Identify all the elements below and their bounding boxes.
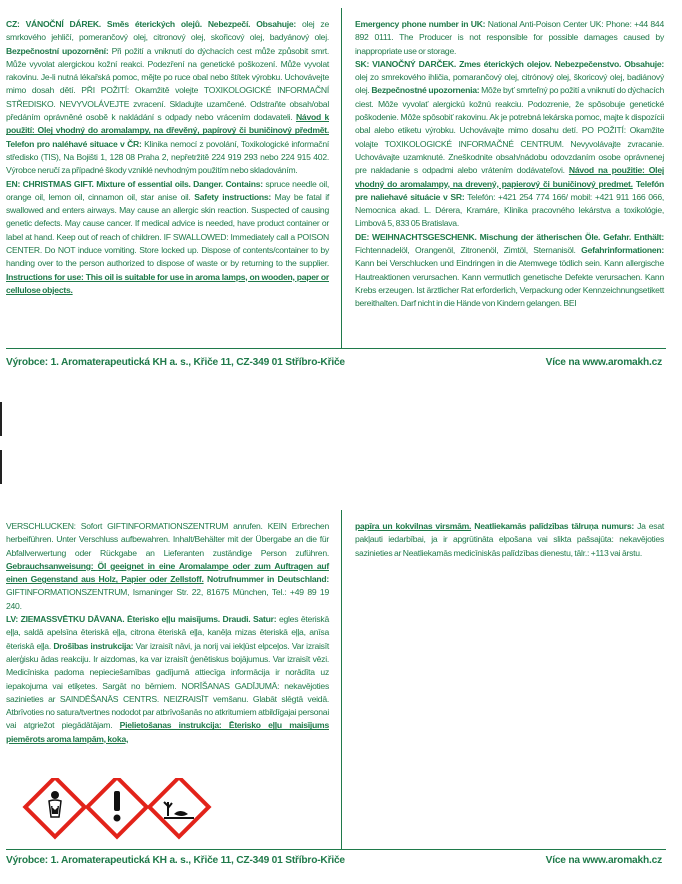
label-page-top (0, 0, 682, 420)
website-footer: Více na www.aromakh.cz (545, 357, 662, 368)
en-usage: Instructions for use: This oil is suitable for use in aroma lamps, on wooden, paper or cellulose objects. (6, 271, 329, 295)
en-contents: spruce needle oil, orange oil, lemon oil, cinnamon oil, star anise oil. (6, 178, 329, 202)
footer-rule (6, 348, 666, 349)
column-divider (341, 8, 342, 348)
manufacturer-footer: Výrobce: 1. Aromaterapeutická KH a. s., Křiče 11, CZ-349 01 Stříbro-Křiče (6, 855, 345, 866)
de-safety-text: Kann bei Verschlucken und Eindringen in die Atemwege tödlich sein. Kann allergische Hautreaktionen verursachen. Kann vermutlich genetische Defekte verursachen. Kann Krebs erzeugen. Ist ärztlicher Rat erforderlich, Verpackung oder Kennzeichnungsetikett bereithalten. Darf nicht in die Hände von Kindern gelangen. BEI (355, 258, 664, 309)
text-column-left-top (6, 18, 329, 297)
lv-safety-label: Drošības instrukcija: (53, 640, 134, 651)
website-footer: Více na www.aromakh.cz (545, 855, 662, 866)
sk-title: SK: VIANOČNÝ DARČEK. Zmes éterických olejov. Nebezpečenstvo. Obsahuje: (355, 58, 664, 69)
cz-phone-text: Klinika nemocí z povolání, Toxikologické informační středisko (TIS), Na Bojišti 1, 128 08 Praha 2, nepřetržitě 224 919 293 nebo 224 915 402. Výrobce neručí za případné škody vzniklé nevhodným použitím nebo skladováním. (6, 138, 329, 176)
environment-icon (149, 778, 208, 837)
manufacturer-footer: Výrobce: 1. Aromaterapeutická KH a. s., Křiče 11, CZ-349 01 Stříbro-Křiče (6, 357, 345, 368)
en-safety-text: May be fatal if swallowed and enters airways. May cause an allergic skin reaction. Suspected of causing genetic defects. May cause cancer. If medical advice is needed, have product container or label at hand. Keep out of reach of children. IF SWALLOWED: Immediately call a POISON CENTER. Do NOT induce vomiting. Store locked up. Dispose of contents/container to by handing over to the person authorized to dispose of waste or by returning to the supplier. (6, 191, 329, 269)
en-title: EN: CHRISTMAS GIFT. Mixture of essential oils. Danger. Contains: (6, 178, 263, 189)
cz-title: CZ: VÁNOČNÍ DÁREK. Směs éterických olejů. Nebezpečí. Obsahuje: (6, 19, 297, 29)
lv-title: LV: ZIEMASSVĒTKU DĀVANA. Ēterisko eļļu maisījums. Draudi. Satur: (6, 614, 277, 625)
cz-phone-label: Telefon pro naléhavé situace v ČR: (6, 138, 142, 149)
lv-usage-cont: papīra un kokvilnas virsmām. (355, 521, 472, 531)
sk-safety-label: Bezpečnostné upozornenia: (371, 85, 480, 96)
uk-phone-text: National Anti-Poison Center UK: Phone: +44 844 892 0111. The Producer is not responsible for possible damages caused by inappropriate use or storage. (355, 19, 664, 56)
sk-contents: olej zo smrekového ihličia, pomarančový olej, citrónový olej, škoricový olej, badiánový olej. (355, 72, 664, 96)
text-column-right-top (355, 18, 664, 311)
text-column-right-bottom (355, 520, 664, 560)
health-hazard-icon (25, 778, 84, 837)
de-title: DE: WEIHNACHTSGESCHENK. Mischung der ätherischen Öle. Gefahr. Enthält: (355, 231, 664, 242)
sk-usage: Návod na použitie: Olej vhodný do aromalampy, na drevený, papierový či buničinový predmet. (355, 165, 664, 189)
paragraph-uk (355, 18, 664, 58)
de-usage: Gebrauchsanweisung: Öl geeignet in eine Aromalampe oder zum Auftragen auf einen Gegenstand aus Holz, Papier oder Zellstoff. (6, 560, 329, 585)
de-phone-label: Notrufnummer in Deutschland: (203, 574, 329, 585)
uk-phone-label: Emergency phone number in UK: (355, 19, 486, 29)
crop-mark (0, 402, 2, 436)
cz-safety-text: Při požití a vniknutí do dýchacích cest může způsobit smrt. Může vyvolat alergickou kožní reakci. Podezření na genetické poškození. Může vyvolat rakovinu. Je-li nutná lékařská pomoc, mějte po ruce obal nebo štítek výrobku. Uchovávejte mimo dosah dětí. PŘI POŽITÍ: Okamžitě volejte TOXIKOLOGICKÉ INFORMAČNÍ STŘEDISKO. NEVYVOLÁVEJTE zvracení. Skladujte uzamčené. Odstraňte obsah/obal předáním oprávněné osobě k nakládání s odpady nebo vrácením dodavateli. (6, 45, 329, 123)
ghs-pictograms (22, 778, 212, 842)
paragraph-lv-cont (355, 520, 664, 560)
lv-phone-text: Ja esat pakļauti iedarbībai, ja ir apgrūtināta elpošana vai slikta pašsajūta: nekavējoties sazinieties ar Neatliekamās medicīniskās palīdzības dienestu, tālr.: +113 vai ārstu. (355, 521, 664, 558)
sk-phone-text: Telefón: +421 254 774 166/ mobil: +421 911 166 066, Nemocnica akad. L. Dérera, Kramáre, Klinika pracovného lekárstva a toxikológie, Limbová 5, 833 05 Bratislava. (355, 191, 664, 229)
lv-phone-label: Neatliekamās palīdzības tālruņa numurs: (471, 521, 635, 531)
cz-safety-label: Bezpečnostní upozornění: (6, 45, 109, 56)
paragraph-de (355, 231, 664, 311)
en-safety-label: Safety instructions: (194, 191, 271, 202)
lv-contents: egles ēteriskā eļļa, saldā apelsīna ēteriskā eļļa, citrona ēteriskā eļļa, kanēļa mizas ēteriskā eļļa, anīsa ēteriskā eļļa. (6, 614, 329, 651)
paragraph-cz (6, 18, 329, 178)
footer-rule (6, 849, 666, 850)
cz-usage: Návod k použití: Olej vhodný do aromalampy, na dřevěný, papírový či buničinový předmět. (6, 112, 329, 136)
cz-contents: olej ze smrkového jehličí, pomerančový olej, citronový olej, skořicový olej, badyánový olej. (6, 19, 329, 43)
de-safety-label: Gefahrinformationen: (581, 245, 664, 256)
paragraph-lv (6, 613, 329, 746)
lv-usage: Pielietošanas instrukcija: Ēterisko eļļu maisījums piemērots aroma lampām, koka, (6, 720, 329, 744)
paragraph-de-cont (6, 520, 329, 613)
exclamation-icon (87, 778, 146, 837)
sk-safety-text: Môže byť smrteľný po požití a vniknutí do dýchacích ciest. Môže vyvolať alergickú kožnú reakciu. Podozrenie, že spôsobuje genetické poškodenie. Môže spôsobiť rakovinu. Ak je potrebná lekárska pomoc, majte k dispozícii obal alebo etiketu výrobku. Uchovávajte mimo dosahu detí. PO POŽITÍ: Okamžite volajte TOXIKOLOGICKÉ INFORMAČNÉ CENTRUM. Nevyvolávajte zvracanie. Uchovávajte uzamknuté. Zneškodnite obsah/nádobu odovzdaním osobe oprávnenej pre nakladanie s odpadmi alebo vrátením dodávateľovi. (355, 85, 664, 176)
sk-phone-label: Telefón pre naliehavé situácie v SR: (355, 178, 664, 202)
de-safety-text-cont: VERSCHLUCKEN: Sofort GIFTINFORMATIONSZENTRUM anrufen. KEIN Erbrechen herbeiführen. Unter Verschluss aufbewahren. Inhalt/Behälter mit der Übergabe an die für Abfallverwertung oder Rückgabe an Lieferanten zuständige Person zuführen. (6, 521, 329, 558)
column-divider (341, 510, 342, 850)
paragraph-en (6, 178, 329, 298)
paragraph-sk (355, 58, 664, 231)
de-phone-text: GIFTINFORMATIONSZENTRUM, Ismaninger Str. 22, 81675 München, Tel.: +49 89 19 240. (6, 587, 329, 611)
lv-safety-text: Var izraisīt nāvi, ja norij vai iekļūst elpceļos. Var izraisīt alerģisku ādas reakciju. Ir aizdomas, ka var izraisīt ģenētiskus bojājumus. Var izraisīt vēzi. Medicīniska padoma nepieciešamības gadījumā attiecīga informācija ir norādīta uz iepakojuma vai etiķetes. Sargāt no bērniem. NORĪŠANAS GADĪJUMĀ: nekavējoties sazinieties ar SAINDĒŠANĀS CENTRS. NEIZRAISĪT vemšanu. Glabāt slēgtā veidā. Atbrīvoties no satura/tvertnes nododot par atbrīvošanās no atkritumiem atbildīgajai personai vai atgriežot piegādātājam. (6, 640, 329, 731)
text-column-left-bottom (6, 520, 329, 746)
de-contents: Fichtennadelöl, Orangenöl, Zitronenöl, Zimtöl, Sternanisöl. (355, 245, 582, 256)
